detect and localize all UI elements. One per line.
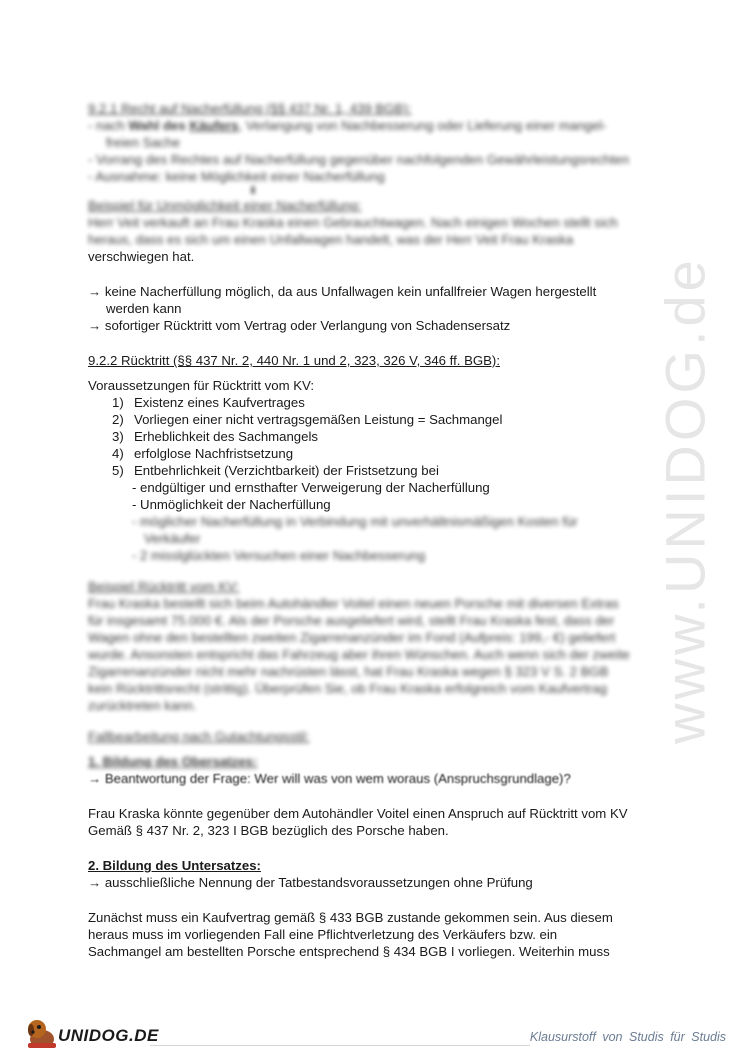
text-line: verschwiegen hat. <box>88 249 195 264</box>
text-line: Voraussetzungen für Rücktritt vom KV: <box>88 378 314 393</box>
step-heading: 1. Bildung des Obersatzes: <box>88 754 258 769</box>
text-line: Herr Veit verkauft an Frau Kraska einen Gebrauchtwagen. Nach einigen Wochen stellt sich <box>88 215 618 230</box>
text-line: Gemäß § 437 Nr. 2, 323 I BGB bezüglich des Porsche haben. <box>88 823 449 838</box>
text-line: für insgesamt 75.000 €. Als der Porsche ausgeliefert wird, stellt Frau Kraska fest, dass der <box>88 613 615 628</box>
text-line: - Ausnahme: keine Möglichkeit einer Nacherfüllung <box>88 169 385 184</box>
list-item: 5) Entbehrlichkeit (Verzichtbarkeit) der Fristsetzung bei <box>112 463 439 478</box>
example-heading: Beispiel für Unmöglichkeit einer Nacherfüllung: <box>88 198 362 213</box>
text-line: kein Rücktrittsrecht (strittig). Überprüfen Sie, ob Frau Kraska erfolgreich vom Kaufvertrag <box>88 681 607 696</box>
section-heading: 9.2.2 Rücktritt (§§ 437 Nr. 2, 440 Nr. 1 und 2, 323, 326 V, 346 ff. BGB): <box>88 353 500 368</box>
text-line: → ausschließliche Nennung der Tatbestandsvoraussetzungen ohne Prüfung <box>88 875 533 890</box>
text-line: → keine Nacherfüllung möglich, da aus Unfallwagen kein unfallfreier Wagen hergestellt <box>88 284 597 299</box>
list-item: 4) erfolglose Nachfristsetzung <box>112 446 294 461</box>
sub-item: - Unmöglichkeit der Nacherfüllung <box>132 497 331 512</box>
text-line: heraus muss im vorliegenden Fall eine Pflichtverletzung des Verkäufers bzw. ein <box>88 927 558 942</box>
list-item: 3) Erheblichkeit des Sachmangels <box>112 429 318 444</box>
list-item: 2) Vorliegen einer nicht vertragsgemäßen Leistung = Sachmangel <box>112 412 503 427</box>
sub-item: - 2 misslglückten Versuchen einer Nachbesserung <box>132 548 426 563</box>
text-line: werden kann <box>106 301 182 316</box>
logo-text: UNIDOG.DE <box>58 1026 159 1045</box>
text-line: Zunächst muss ein Kaufvertrag gemäß § 433 BGB zustande gekommen sein. Aus diesem <box>88 910 613 925</box>
footer-tagline: Klausurstoff von Studis für Studis <box>529 1030 726 1044</box>
text-line: Sachmangel am bestellten Porsche entsprechend § 434 BGB I vorliegen. Weiterhin muss <box>88 944 610 959</box>
down-arrow-icon: ⬇ <box>248 185 258 197</box>
page-content <box>88 100 668 960</box>
section-heading: 9.2.1 Recht auf Nacherfüllung (§§ 437 Nr. 1, 439 BGB): <box>88 101 412 116</box>
step-heading: 2. Bildung des Untersatzes: <box>88 858 261 873</box>
sub-item: - möglicher Nacherfüllung in Verbindung mit unverhältnismäßigen Kosten für <box>132 514 578 529</box>
sub-item: - endgültiger und ernsthafter Verweigerung der Nacherfüllung <box>132 480 490 495</box>
unidog-logo <box>22 1013 162 1053</box>
example-unmoeglichkeit <box>88 197 668 265</box>
text-line: → sofortiger Rücktritt vom Vertrag oder Verlangung von Schadensersatz <box>88 318 511 333</box>
watermark-text: www.UNIDOG.de <box>653 256 717 744</box>
text-line: Zigarrenanzünder nicht mehr nachrüsten lässt, hat Frau Kraska wegen § 323 V S. 2 BGB <box>88 664 609 679</box>
text-line: - nach Wahl des Käufers, Verlangung von Nachbesserung oder Lieferung einer mangel- <box>88 118 607 133</box>
text-line: heraus, dass es sich um einen Unfallwagen handelt, was der Herr Veit Frau Kraska <box>88 232 574 247</box>
text-line: wurde. Ansonsten entspricht das Fahrzeug aber ihren Wünschen. Auch wenn sich der zweite <box>88 647 630 662</box>
requirements-list <box>88 394 668 479</box>
case-analysis <box>88 728 668 960</box>
section-heading: Fallbearbeitung nach Gutachtungsstil: <box>88 729 310 744</box>
list-item: 1) Existenz eines Kaufvertrages <box>112 395 305 410</box>
section-922 <box>88 352 668 564</box>
text-line: Wagen ohne den bestellten zweiten Zigarrenanzünder im Fond (Aufpreis: 199,- €) geliefert <box>88 630 616 645</box>
consequence-block <box>88 283 668 334</box>
text-line: Frau Kraska könnte gegenüber dem Autohändler Voitel einen Anspruch auf Rücktritt vom KV <box>88 806 628 821</box>
sub-item: Verkäufer <box>144 531 201 546</box>
text-line: → Beantwortung der Frage: Wer will was von wem woraus (Anspruchsgrundlage)? <box>88 771 571 786</box>
text-line: - Vorrang des Rechtes auf Nacherfüllung gegenüber nachfolgenden Gewährleistungsrechten <box>88 152 630 167</box>
footer-divider <box>150 1045 530 1046</box>
dog-mascot-icon <box>22 1013 62 1053</box>
example-ruecktritt <box>88 578 668 714</box>
text-line: Frau Kraska bestellt sich beim Autohändler Voitel einen neuen Porsche mit diversen Extras <box>88 596 619 611</box>
text-line: zurücktreten kann. <box>88 698 197 713</box>
text-line: freien Sache <box>106 135 181 150</box>
section-921 <box>88 100 668 197</box>
example-heading: Beispiel Rücktritt vom KV: <box>88 579 240 594</box>
